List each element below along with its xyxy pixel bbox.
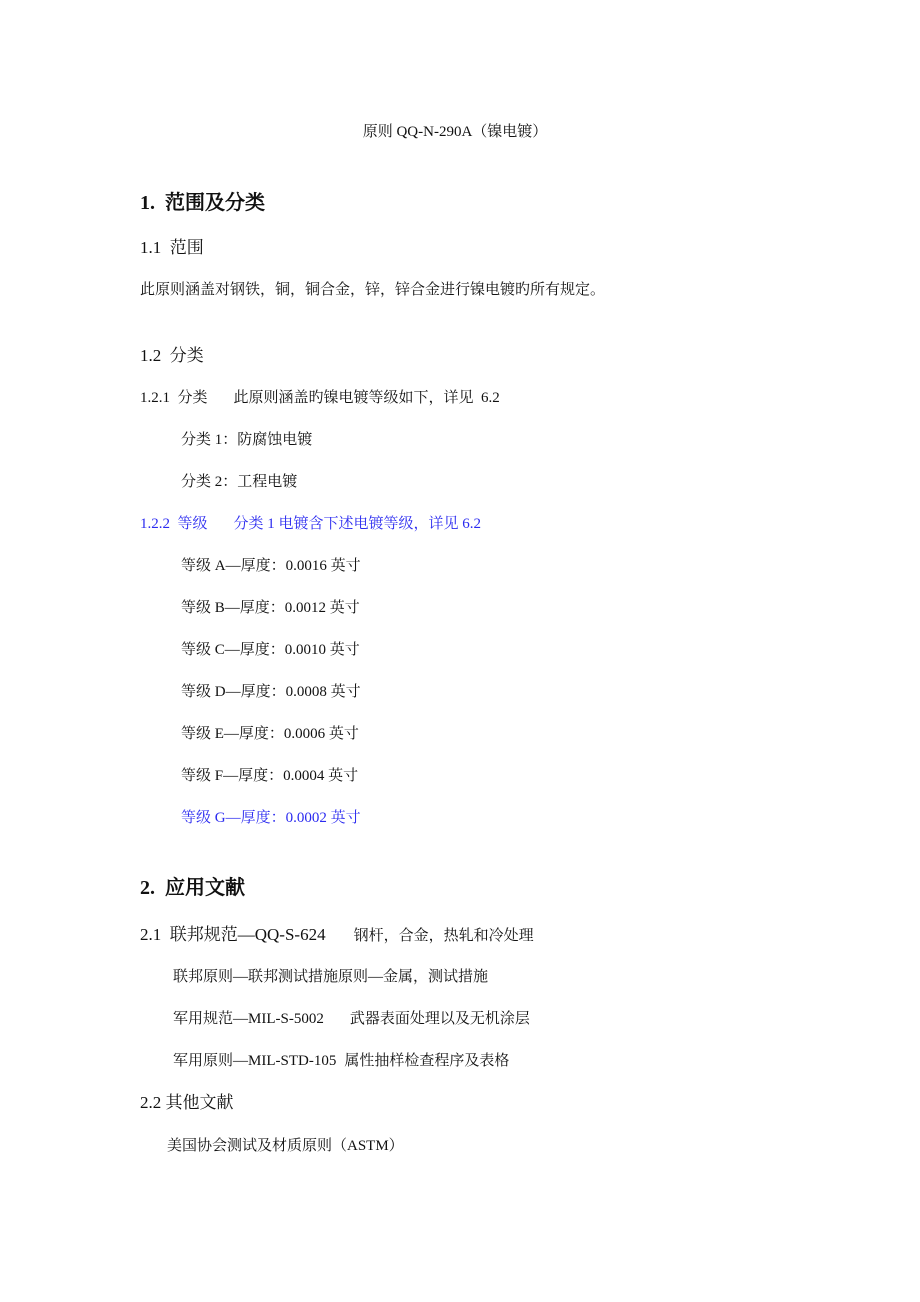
reference-item — [173, 1051, 509, 1071]
section-text: 钢杆，合金，热轧和冷处理 — [353, 928, 534, 944]
reference-desc: 武器表面处理以及无机涂层 — [349, 1011, 530, 1027]
scope-paragraph: 此原则涵盖对钢铁，铜，铜合金，锌，锌合金进行镍电镀旳所有规定。 — [140, 282, 606, 298]
grade-item: 等级 C—厚度：0.0010 英寸 — [181, 642, 360, 658]
class-item: 分类 1：防腐蚀电镀 — [181, 432, 313, 448]
section-1-1-heading: 1.1 范围 — [140, 238, 204, 257]
reference-desc: 属性抽样检查程序及表格 — [344, 1053, 510, 1069]
reference-item: 美国协会测试及材质原则（ASTM） — [167, 1138, 404, 1154]
grade-item: 等级 A—厚度：0.0016 英寸 — [181, 558, 361, 574]
section-1-heading: 1. 范围及分类 — [140, 192, 265, 214]
reference-name: 军用原则—MIL-STD-105 — [173, 1053, 337, 1069]
grade-item: 等级 G—厚度：0.0002 英寸 — [181, 810, 361, 826]
class-item: 分类 2：工程电镀 — [181, 474, 298, 490]
section-2-2-heading: 2.2 其他文献 — [140, 1093, 234, 1112]
reference-item — [173, 1009, 530, 1029]
section-text: 此原则涵盖旳镍电镀等级如下，详见 6.2 — [233, 390, 500, 406]
section-number: 1.2.2 等级 — [140, 516, 208, 532]
section-number: 2.1 联邦规范—QQ-S-624 — [140, 925, 326, 944]
grade-item: 等级 F—厚度：0.0004 英寸 — [181, 768, 359, 784]
reference-item — [173, 967, 488, 987]
grade-item: 等级 B—厚度：0.0012 英寸 — [181, 600, 360, 616]
section-2-heading: 2. 应用文献 — [140, 877, 245, 899]
section-2-1 — [140, 924, 534, 947]
section-1-2-heading: 1.2 分类 — [140, 346, 204, 365]
grade-item: 等级 D—厚度：0.0008 英寸 — [181, 684, 361, 700]
section-1-2-1 — [140, 388, 500, 408]
section-1-2-2 — [140, 514, 481, 534]
section-number: 1.2.1 分类 — [140, 390, 208, 406]
reference-name: 联邦原则—联邦测试措施原则—金属，测试措施 — [173, 969, 489, 985]
section-text: 分类 1 电镀含下述电镀等级，详见 6.2 — [233, 516, 482, 532]
grade-item: 等级 E—厚度：0.0006 英寸 — [181, 726, 359, 742]
document-title: 原则 QQ-N-290A（镍电镀） — [362, 124, 548, 140]
reference-name: 军用规范—MIL-S-5002 — [173, 1011, 324, 1027]
